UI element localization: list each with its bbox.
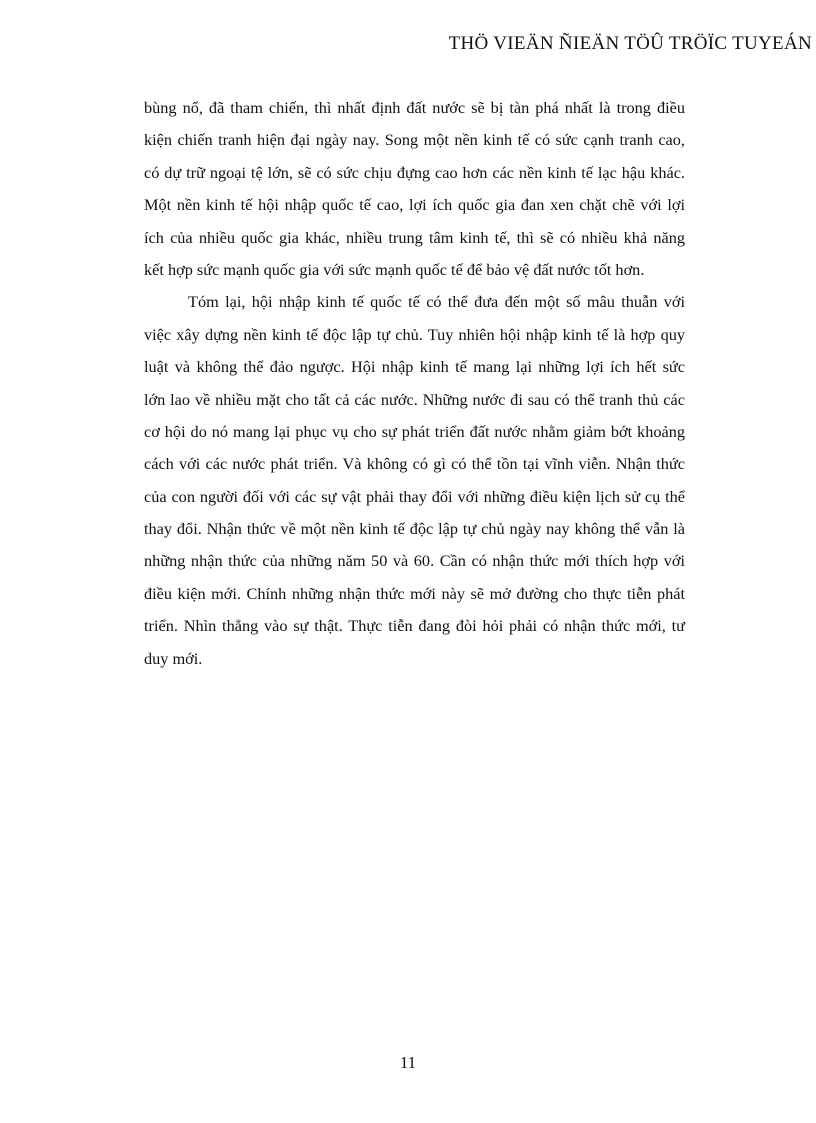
text-line: việc xây dựng nền kinh tế độc lập tự chủ. Tuy nhiên hội nhập kinh tế là hợp quy (144, 324, 685, 344)
text-line: cách với các nước phát triển. Và không có gì có thể tồn tại vĩnh viễn. Nhận thức (144, 454, 685, 474)
text-line: bùng nổ, đã tham chiến, thì nhất định đất nước sẽ bị tàn phá nhất là trong điều (144, 98, 685, 117)
text-line: những nhận thức của những năm 50 và 60. Cần có nhận thức mới thích hợp với (144, 551, 685, 571)
page-number: 11 (399, 1053, 417, 1072)
text-line: có dự trữ ngoại tệ lớn, sẽ có sức chịu đựng cao hơn các nền kinh tế lạc hậu khác. (144, 162, 685, 182)
text-line: lớn lao về nhiều mặt cho tất cả các nước. Những nước đi sau có thể tranh thủ các (144, 389, 685, 409)
text-line: cơ hội do nó mang lại phục vụ cho sự phát triển đất nước nhằm giảm bớt khoảng (144, 421, 685, 441)
text-line: duy mới. (144, 648, 203, 668)
running-header: THÖ VIEÄN ÑIEÄN TÖÛ TRÖÏC TUYEÁN (448, 33, 812, 54)
text-line: của con người đối với các sự vật phải thay đổi với những điều kiện lịch sử cụ thể (144, 486, 685, 506)
paragraph (144, 92, 685, 286)
text-line: Một nền kinh tế hội nhập quốc tế cao, lợi ích quốc gia đan xen chặt chẽ với lợi (144, 195, 685, 215)
text-line: thay đổi. Nhận thức về một nền kinh tế độc lập tự chủ ngày nay không thể vẫn là (144, 519, 685, 539)
text-line: luật và không thể đảo ngược. Hội nhập kinh tế mang lại những lợi ích hết sức (144, 357, 685, 377)
text-line: Tóm lại, hội nhập kinh tế quốc tế có thể đưa đến một số mâu thuẫn với (188, 292, 685, 312)
body-text (144, 92, 685, 675)
text-line: điều kiện mới. Chính những nhận thức mới này sẽ mở đường cho thực tiễn phát (144, 583, 685, 603)
text-line: kết hợp sức mạnh quốc gia với sức mạnh quốc tế để bảo vệ đất nước tốt hơn. (144, 259, 645, 279)
paragraph (144, 286, 685, 675)
text-line: ích của nhiều quốc gia khác, nhiều trung tâm kinh tế, thì sẽ có nhiều khả năng (144, 227, 685, 247)
text-line: kiện chiến tranh hiện đại ngày nay. Song một nền kinh tế có sức cạnh tranh cao, (144, 130, 685, 150)
text-line: triển. Nhìn thẳng vào sự thật. Thực tiễn đang đòi hỏi phải có nhận thức mới, tư (144, 616, 685, 636)
